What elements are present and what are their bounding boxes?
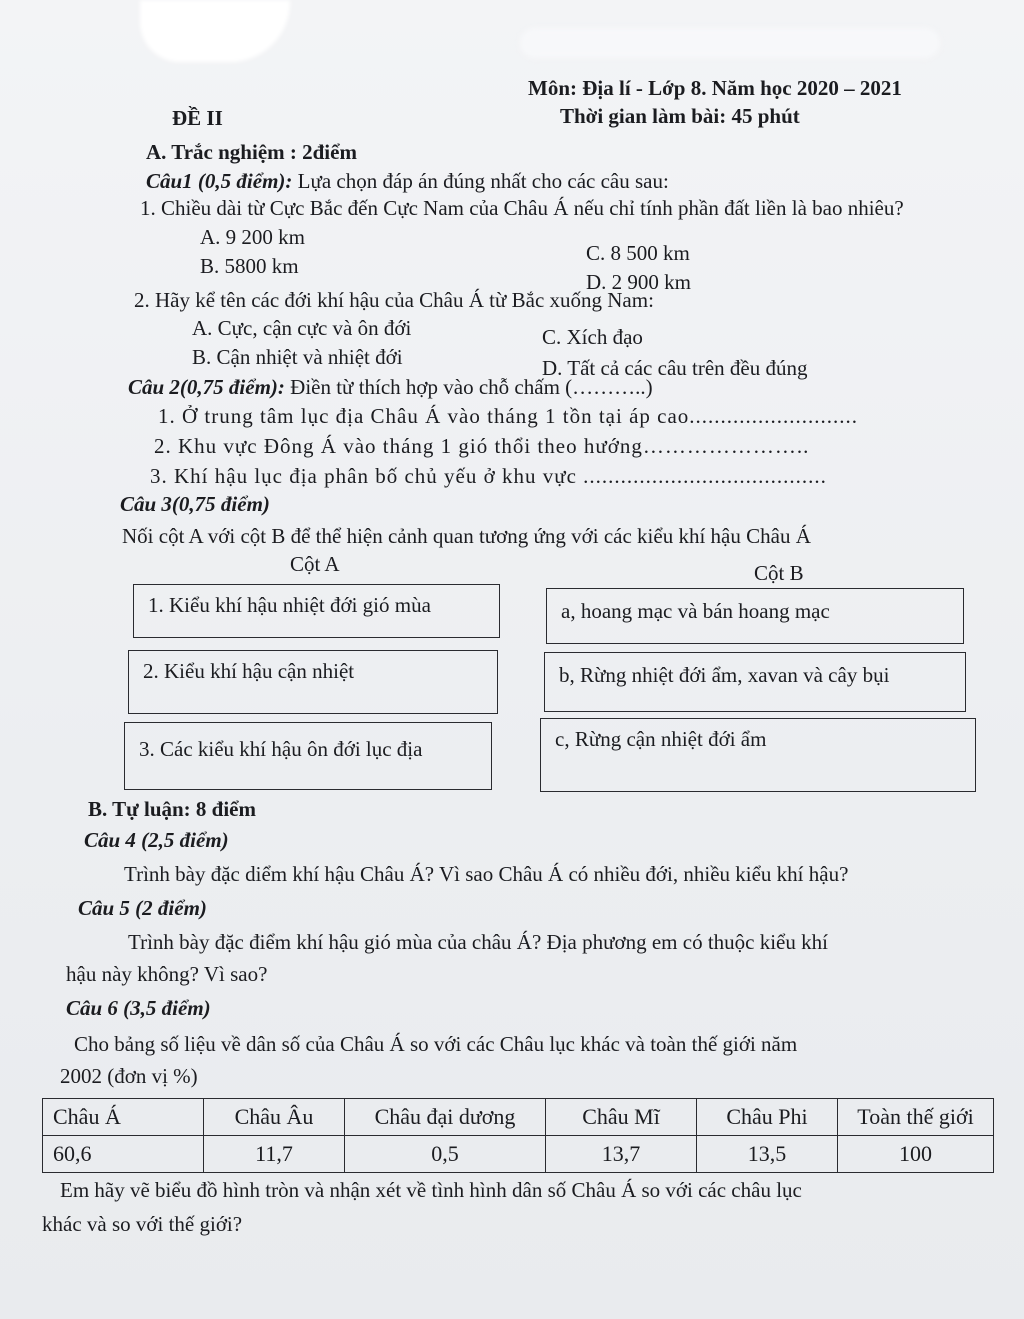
- exam-code: ĐỀ II: [172, 106, 223, 130]
- q2-label: Câu 2(0,75 điểm):: [128, 375, 285, 399]
- q1-item2-option-c: C. Xích đạo: [542, 325, 643, 349]
- table-cell: 11,7: [204, 1136, 345, 1173]
- column-a-box-2: [128, 650, 498, 714]
- q2-blank-3: 3. Khí hậu lục địa phân bố chủ yếu ở khu vực .......................................: [150, 464, 827, 488]
- column-b-item-2: b, Rừng nhiệt đới ẩm, xavan và cây bụi: [559, 663, 890, 687]
- q6-label: Câu 6 (3,5 điểm): [66, 996, 211, 1020]
- q6-task-line-1: Em hãy vẽ biểu đồ hình tròn và nhận xét về tình hình dân số Châu Á so với các châu lục: [60, 1178, 802, 1202]
- column-b-box-1: [546, 588, 964, 644]
- table-cell: 0,5: [345, 1136, 546, 1173]
- part-b-title: B. Tự luận: 8 điểm: [88, 797, 256, 821]
- column-b-box-3: [540, 718, 976, 792]
- column-a-item-3: 3. Các kiểu khí hậu ôn đới lục địa: [139, 737, 423, 761]
- q1-item1-option-a: A. 9 200 km: [200, 225, 305, 249]
- q1-item2-option-b: B. Cận nhiệt và nhiệt đới: [192, 345, 403, 369]
- q2-blank-2: 2. Khu vực Đông Á vào tháng 1 gió thổi theo hướng…………………..: [154, 434, 810, 458]
- q1-label: Câu1 (0,5 điểm):: [146, 169, 293, 193]
- redacted-school-name: [520, 28, 940, 58]
- column-a-heading: Cột A: [290, 552, 340, 576]
- table-row: [43, 1136, 994, 1173]
- q1-item1-option-b: B. 5800 km: [200, 254, 299, 278]
- column-a-item-1: 1. Kiểu khí hậu nhiệt đới gió mùa: [148, 593, 431, 617]
- q5-text-line-1: Trình bày đặc điểm khí hậu gió mùa của châu Á? Địa phương em có thuộc kiểu khí: [128, 930, 828, 954]
- q1-item1-option-d: D. 2 900 km: [586, 270, 691, 294]
- q4-text: Trình bày đặc diểm khí hậu Châu Á? Vì sao Châu Á có nhiều đới, nhiều kiểu khí hậu?: [124, 862, 849, 886]
- table-header-cell: Châu đại dương: [345, 1099, 546, 1136]
- q5-text-line-2: hậu này không? Vì sao?: [66, 962, 268, 986]
- column-a-box-1: [133, 584, 500, 638]
- subject-line: Môn: Địa lí - Lớp 8. Năm học 2020 – 2021: [528, 76, 902, 100]
- q3-label: Câu 3(0,75 điểm): [120, 492, 270, 516]
- table-cell: 13,7: [546, 1136, 697, 1173]
- q6-task-line-2: khác và so với thế giới?: [42, 1212, 243, 1236]
- q1-item2-text: 2. Hãy kể tên các đới khí hậu của Châu Á từ Bắc xuống Nam:: [134, 288, 654, 312]
- table-cell: 13,5: [697, 1136, 838, 1173]
- q1-item1-text: 1. Chiều dài từ Cực Bắc đến Cực Nam của Châu Á nếu chỉ tính phần đất liền là bao nhiêu?: [140, 196, 904, 220]
- population-table: [42, 1098, 994, 1173]
- q1-item1-option-c: C. 8 500 km: [586, 241, 690, 265]
- q1-item2-option-a: A. Cực, cận cực và ôn đới: [192, 316, 412, 340]
- column-a-box-3: [124, 722, 492, 790]
- column-b-heading: Cột B: [754, 561, 804, 585]
- q1-item2-option-d: D. Tất cả các câu trên đều đúng: [542, 356, 808, 380]
- q1-prompt: Lựa chọn đáp án đúng nhất cho các câu sau:: [292, 169, 669, 193]
- q6-text-line-1: Cho bảng số liệu về dân số của Châu Á so với các Châu lục khác và toàn thế giới năm: [74, 1032, 798, 1056]
- column-b-item-1: a, hoang mạc và bán hoang mạc: [561, 599, 830, 623]
- q6-text-line-2: 2002 (đơn vị %): [60, 1064, 198, 1088]
- table-header-cell: Châu Âu: [204, 1099, 345, 1136]
- table-header-cell: Châu Mĩ: [546, 1099, 697, 1136]
- table-header-cell: Châu Phi: [697, 1099, 838, 1136]
- q5-label: Câu 5 (2 điểm): [78, 896, 207, 920]
- table-cell: 60,6: [43, 1136, 204, 1173]
- column-b-box-2: [544, 652, 966, 712]
- q3-prompt: Nối cột A với cột B để thể hiện cảnh quan tương ứng với các kiểu khí hậu Châu Á: [122, 524, 811, 548]
- part-a-title: A. Trắc nghiệm : 2điểm: [146, 140, 357, 164]
- q2-prompt: Điền từ thích hợp vào chỗ chấm (………..): [284, 375, 653, 399]
- table-header-cell: Châu Á: [43, 1099, 204, 1136]
- time-line: Thời gian làm bài: 45 phút: [560, 104, 800, 128]
- table-header-cell: Toàn thế giới: [838, 1099, 994, 1136]
- q1-line: [146, 169, 669, 194]
- column-b-item-3: c, Rừng cận nhiệt đới ẩm: [555, 727, 767, 751]
- table-header-row: [43, 1099, 994, 1136]
- column-a-item-2: 2. Kiểu khí hậu cận nhiệt: [143, 659, 355, 683]
- table-cell: 100: [838, 1136, 994, 1173]
- q2-blank-1: 1. Ở trung tâm lục địa Châu Á vào tháng 1 tồn tại áp cao...........................: [158, 404, 859, 428]
- q2-line: [128, 375, 653, 400]
- q4-label: Câu 4 (2,5 điểm): [84, 828, 229, 852]
